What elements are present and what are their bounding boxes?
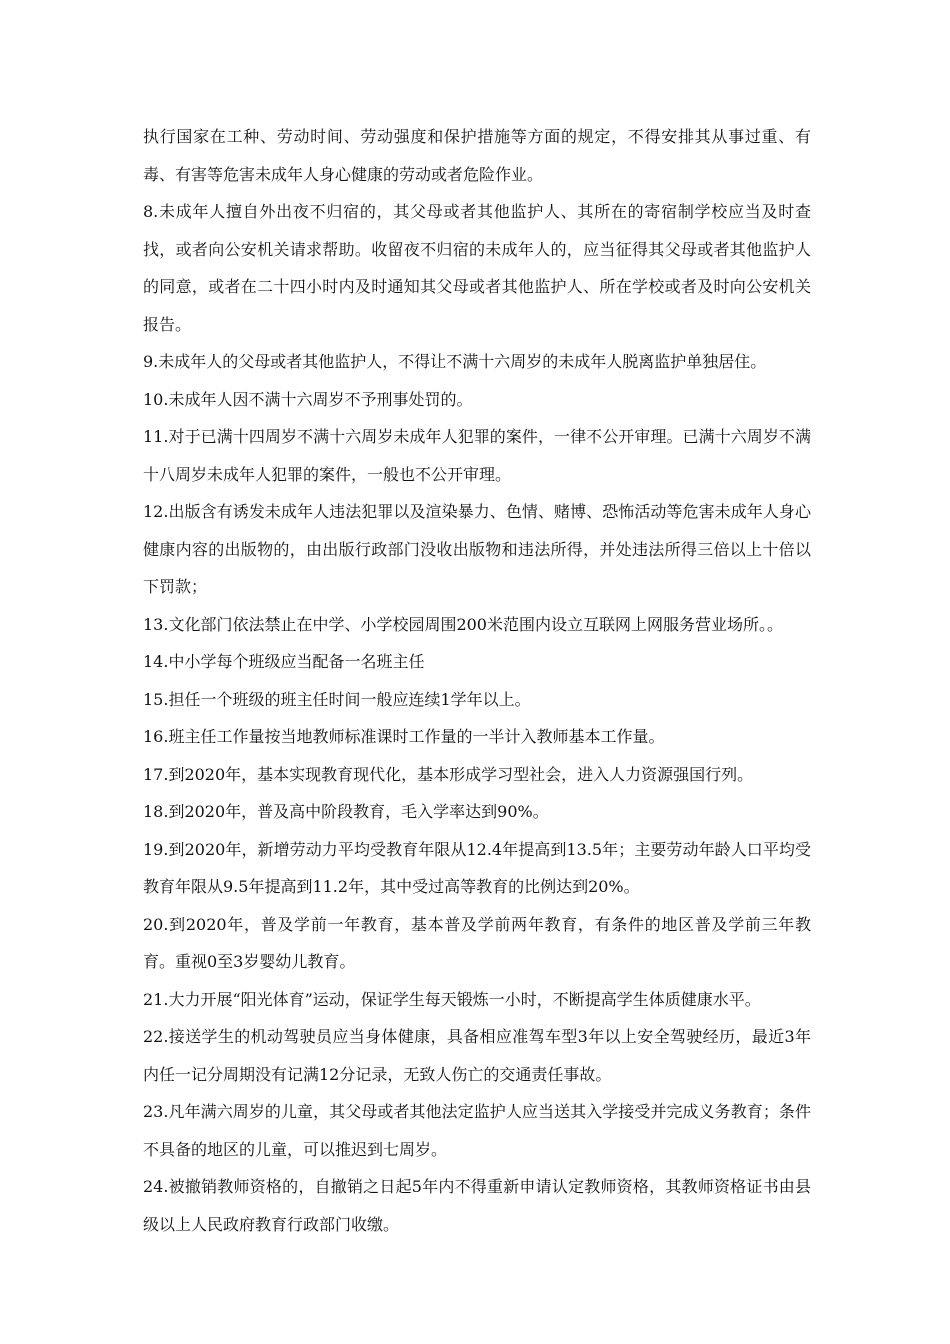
paragraph-item-15: 15.担任一个班级的班主任时间一般应连续1学年以上。 [143,689,531,709]
paragraph-item-9: 9.未成年人的父母或者其他监护人，不得让不满十六周岁的未成年人脱离监护单独居住。 [143,352,767,371]
paragraph-item-13: 13.文化部门依法禁止在中学、小学校园周围200米范围内设立互联网上网服务营业场所。。 [143,614,783,634]
paragraph-item-12: 12.出版含有诱发未成年人违法犯罪以及渲染暴力、色情、赌博、恐怖活动等危害未成年人身心健康内容的出版物的，由出版行政部门没收出版物和违法所得，并处违法所得三倍以上十倍以下罚款； [143,502,811,596]
paragraph-item-10: 10.未成年人因不满十六周岁不予刑事处罚的。 [143,389,473,409]
paragraph-item-23: 23.凡年满六周岁的儿童，其父母或者其他法定监护人应当送其入学接受并完成义务教育；条件不具备的地区的儿童，可以推迟到七周岁。 [143,1102,811,1159]
paragraph-item-19: 19.到2020年，新增劳动力平均受教育年限从12.4年提高到13.5年；主要劳动年龄人口平均受教育年限从9.5年提高到11.2年，其中受过高等教育的比例达到20%。 [143,839,811,896]
paragraph-item-16: 16.班主任工作量按当地教师标准课时工作量的一半计入教师基本工作量。 [143,727,665,746]
paragraph-item-11: 11.对于已满十四周岁不满十六周岁未成年人犯罪的案件，一律不公开审理。已满十六周岁不满十八周岁未成年人犯罪的案件，一般也不公开审理。 [143,427,811,484]
document-body [143,118,811,1243]
paragraph-item-8: 8.未成年人擅自外出夜不归宿的，其父母或者其他监护人、其所在的寄宿制学校应当及时查找，或者向公安机关请求帮助。收留夜不归宿的未成年人的，应当征得其父母或者其他监护人的同意，或者在二十四小时内及时通知其父母或者其他监护人、所在学校或者及时向公安机关报告。 [143,202,811,334]
paragraph-item-14: 14.中小学每个班级应当配备一名班主任 [143,652,425,671]
paragraph-item-17: 17.到2020年，基本实现教育现代化，基本形成学习型社会，进入人力资源强国行列。 [143,764,754,784]
paragraph-item-22: 22.接送学生的机动驾驶员应当身体健康，具备相应准驾车型3年以上安全驾驶经历，最近3年内任一记分周期没有记满12分记录，无致人伤亡的交通责任事故。 [143,1027,811,1084]
paragraph-item-24: 24.被撤销教师资格的，自撤销之日起5年内不得重新申请认定教师资格，其教师资格证书由县级以上人民政府教育行政部门收缴。 [143,1177,811,1234]
paragraph-continuation: 执行国家在工种、劳动时间、劳动强度和保护措施等方面的规定，不得安排其从事过重、有毒、有害等危害未成年人身心健康的劳动或者危险作业。 [143,127,811,184]
paragraph-item-18: 18.到2020年，普及高中阶段教育，毛入学率达到90%。 [143,802,549,821]
paragraph-item-20: 20.到2020年，普及学前一年教育，基本普及学前两年教育，有条件的地区普及学前三年教育。重视0至3岁婴幼儿教育。 [143,914,811,971]
paragraph-item-21: 21.大力开展“阳光体育”运动，保证学生每天锻炼一小时，不断提高学生体质健康水平。 [143,989,761,1009]
